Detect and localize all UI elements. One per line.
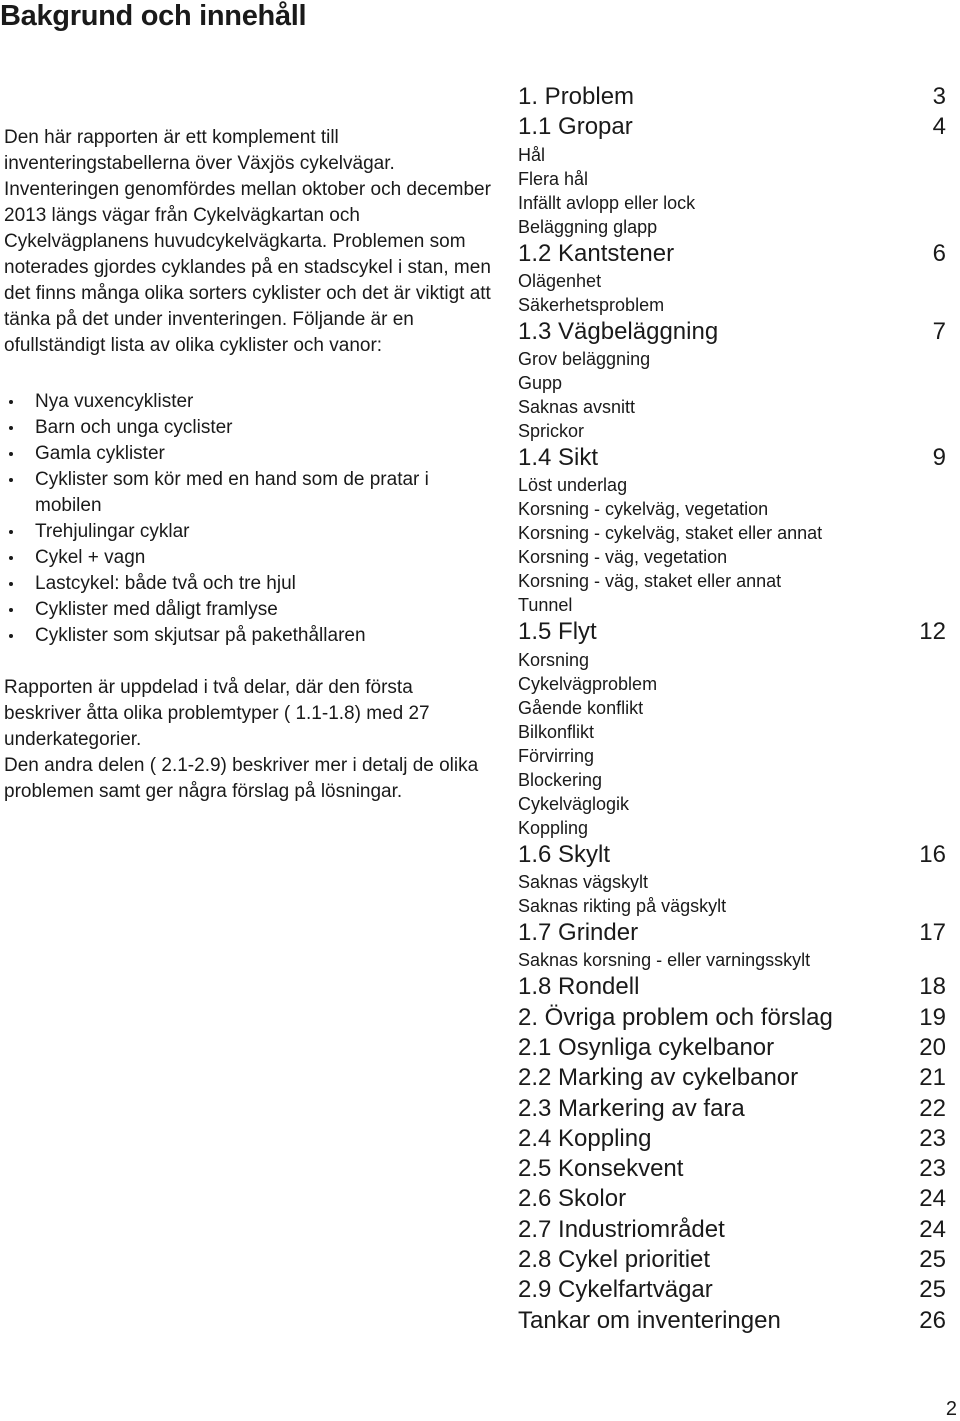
list-item: Gamla cyklister xyxy=(4,441,494,467)
toc-entry-page: 4 xyxy=(932,113,946,141)
toc-subentry: Flera hål xyxy=(518,168,589,189)
toc-entry xyxy=(518,840,946,870)
toc-entry-page: 12 xyxy=(919,618,946,646)
toc-subentry: Tunnel xyxy=(518,595,573,616)
toc-subentry: Saknas vägskylt xyxy=(518,872,649,893)
toc-entry xyxy=(518,1063,946,1093)
toc-entry xyxy=(518,1306,946,1336)
toc-subentry: Säkerhetsproblem xyxy=(518,294,665,315)
list-item: Cyklister med dåligt framlyse xyxy=(4,597,494,623)
toc-entry-page: 26 xyxy=(919,1306,946,1334)
toc-entry xyxy=(518,972,946,1002)
toc-entry xyxy=(518,82,946,112)
toc-entry-page: 25 xyxy=(919,1246,946,1274)
toc-entry-title: 1.8 Rondell xyxy=(518,973,640,1001)
toc-entry xyxy=(518,1124,946,1154)
toc-subentry: Grov beläggning xyxy=(518,349,651,370)
toc-subentry: Saknas korsning - eller varningsskylt xyxy=(518,950,811,971)
toc-entry-page: 22 xyxy=(919,1094,946,1122)
toc-entry-page: 17 xyxy=(919,919,946,947)
toc-entry xyxy=(518,317,946,347)
toc-entry-title: 2.9 Cykelfartvägar xyxy=(518,1276,713,1304)
toc-subentry: Cykelvägproblem xyxy=(518,673,658,694)
toc-subentry: Korsning - cykelväg, vegetation xyxy=(518,499,769,520)
toc-entry-page: 3 xyxy=(932,83,946,110)
toc-entry xyxy=(518,1003,946,1033)
list-item: Cyklister som skjutsar på pakethållaren xyxy=(4,623,494,649)
toc-entry-title: 2.6 Skolor xyxy=(518,1185,627,1213)
list-item: Nya vuxencyklister xyxy=(4,389,494,415)
toc-entry-page: 9 xyxy=(932,444,946,472)
toc-entry-page: 20 xyxy=(919,1033,946,1061)
toc-entry xyxy=(518,1275,946,1305)
toc-entry-page: 25 xyxy=(919,1276,946,1304)
toc-entry-title: 2.7 Industriområdet xyxy=(518,1215,725,1243)
toc-entry xyxy=(518,1245,946,1275)
toc-subentry: Löst underlag xyxy=(518,475,628,496)
list-item: Cykel + vagn xyxy=(4,545,494,571)
toc-entry xyxy=(518,918,946,948)
toc-entry-title: 1.6 Skylt xyxy=(518,840,611,868)
toc-subentry: Korsning - väg, staket eller annat xyxy=(518,571,782,592)
toc-entry-title: 2.1 Osynliga cykelbanor xyxy=(518,1033,775,1061)
toc-subentry: Gående konflikt xyxy=(518,697,644,718)
toc-entry-title: 1.1 Gropar xyxy=(518,113,633,141)
toc-entry xyxy=(518,1094,946,1124)
page-number: 2 xyxy=(945,1398,957,1420)
toc-entry-title: 1.7 Grinder xyxy=(518,919,639,947)
toc-subentry: Korsning xyxy=(518,649,590,670)
toc-entry-page: 6 xyxy=(932,239,946,267)
toc-entry-title: 2.3 Markering av fara xyxy=(518,1094,745,1122)
toc-subentry: Korsning - cykelväg, staket eller annat xyxy=(518,523,823,544)
intro-paragraph: Den här rapporten är ett komplement till inventeringstabellerna över Växjös cykelvägar. Inventeringen genomfördes mellan oktober och december 2013 längs vägar från Cykelvägkartan och Cykelvägplanens huvudcykelvägkarta. Problemen som noterades gjordes cyklandes på en stadscykel i stan, men det finns många olika sorters cyklister och det är viktigt att tänka på det under inventeringen. Följande är en ofullständigt lista av olika cyklister och vanor: xyxy=(4,127,491,356)
toc-entry-title: Tankar om inventeringen xyxy=(518,1306,781,1334)
toc-subentry: Infällt avlopp eller lock xyxy=(518,192,696,213)
toc-entry xyxy=(518,112,946,142)
toc-subentry: Gupp xyxy=(518,373,563,394)
toc-entry-page: 23 xyxy=(919,1155,946,1183)
toc-subentry: Sprickor xyxy=(518,421,585,442)
toc-subentry: Beläggning glapp xyxy=(518,216,658,237)
toc-entry-page: 24 xyxy=(919,1185,946,1213)
toc-entry xyxy=(518,1033,946,1063)
toc-subentry: Olägenhet xyxy=(518,270,602,291)
page-title: Bakgrund och innehåll xyxy=(0,0,307,32)
toc-entry-page: 18 xyxy=(919,973,946,1001)
toc-entry-title: 1.3 Vägbeläggning xyxy=(518,317,719,345)
structure-paragraph-2: Den andra delen ( 2.1-2.9) beskriver mer i detalj de olika problemen samt ger några förslag på lösningar. xyxy=(4,755,479,802)
toc-subentry: Saknas rikting på vägskylt xyxy=(518,896,727,917)
intro-column xyxy=(4,125,494,805)
toc-subentry: Cykelväglogik xyxy=(518,793,630,814)
cyclist-types-list xyxy=(4,389,494,649)
toc-subentry: Hål xyxy=(518,144,546,165)
toc-entry-page: 21 xyxy=(919,1064,946,1092)
toc-entry-page: 7 xyxy=(932,317,946,345)
toc-entry xyxy=(518,1215,946,1245)
toc-entry-title: 2.5 Konsekvent xyxy=(518,1155,684,1183)
toc-entry xyxy=(518,1154,946,1184)
toc-entry-title: 1. Problem xyxy=(518,83,635,110)
toc-subentry: Saknas avsnitt xyxy=(518,397,636,418)
toc-entry-page: 24 xyxy=(919,1215,946,1243)
toc-entry xyxy=(518,443,946,473)
toc-entry-title: 2.2 Marking av cykelbanor xyxy=(518,1064,799,1092)
list-item: Lastcykel: både två och tre hjul xyxy=(4,571,494,597)
toc-subentry: Blockering xyxy=(518,769,603,790)
table-of-contents xyxy=(518,82,946,1336)
toc-subentry: Förvirring xyxy=(518,745,595,766)
toc-subentry: Korsning - väg, vegetation xyxy=(518,547,728,568)
toc-entry-title: 1.4 Sikt xyxy=(518,444,599,472)
toc-entry-title: 2.8 Cykel prioritiet xyxy=(518,1246,711,1274)
toc-entry-title: 1.2 Kantstener xyxy=(518,239,675,267)
toc-entry-page: 23 xyxy=(919,1124,946,1152)
toc-entry xyxy=(518,239,946,269)
toc-subentry: Bilkonflikt xyxy=(518,721,595,742)
list-item: Cyklister som kör med en hand som de pratar i mobilen xyxy=(4,467,494,519)
list-item: Trehjulingar cyklar xyxy=(4,519,494,545)
structure-paragraph: Rapporten är uppdelad i två delar, där den första beskriver åtta olika problemtyper ( 1.1-1.8) med 27 underkategorier. xyxy=(4,677,430,750)
toc-entry-title: 2.4 Koppling xyxy=(518,1124,652,1152)
list-item: Barn och unga cyclister xyxy=(4,415,494,441)
toc-entry-page: 19 xyxy=(919,1003,946,1031)
toc-entry-title: 2. Övriga problem och förslag xyxy=(518,1003,833,1031)
toc-entry-page: 16 xyxy=(919,840,946,868)
toc-entry xyxy=(518,617,946,647)
toc-subentry: Koppling xyxy=(518,817,589,838)
toc-entry-title: 1.5 Flyt xyxy=(518,618,597,646)
toc-entry xyxy=(518,1184,946,1214)
